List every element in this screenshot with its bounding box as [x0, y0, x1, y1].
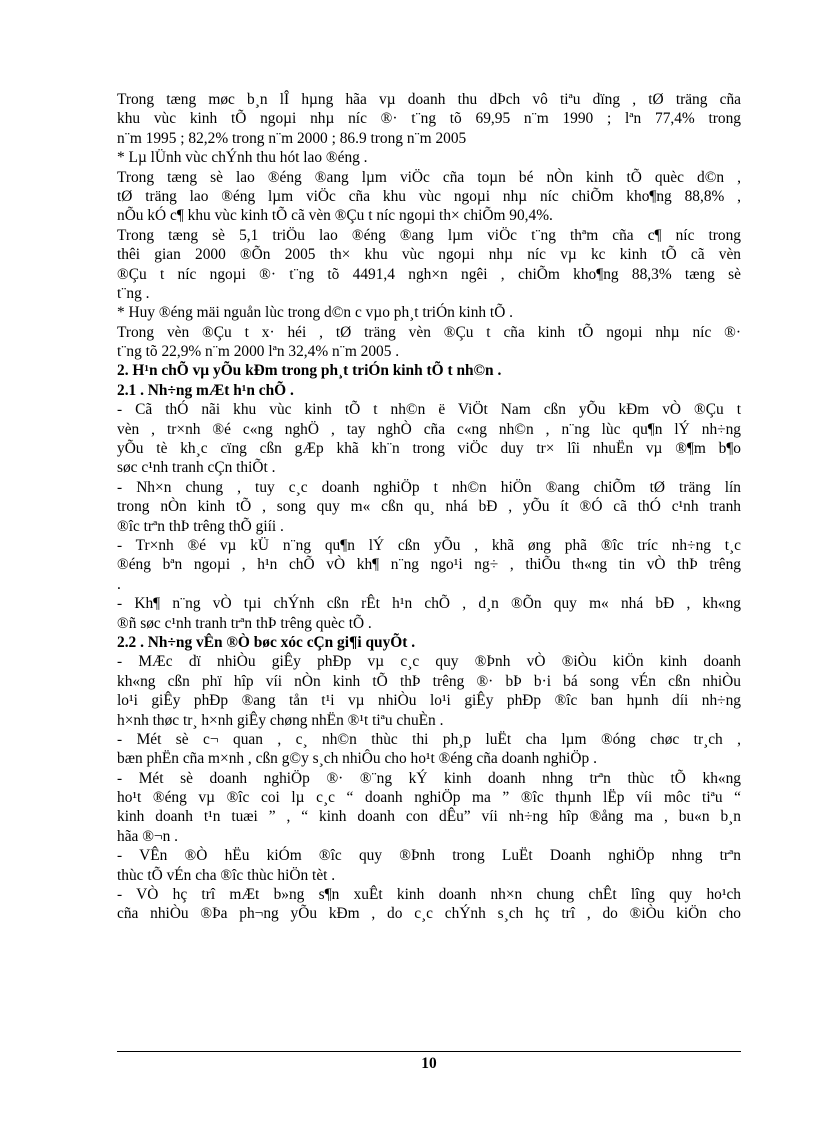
- text-line: ®ñ søc c¹nh tranh trªn thÞ trêng quèc tÕ .: [117, 614, 372, 632]
- text-line: ®Çu t níc ngoµi ®· t¨ng tõ 4491,4 ngh×n ngêi , chiÕm kho¶ng 88,3% tæng sè: [117, 265, 741, 283]
- text-line: - Cã thÓ nãi khu vùc kinh tÕ t nh©n ë ViÖt Nam cßn yÕu kÐm vÒ ®Çu t: [117, 401, 741, 419]
- text-line: trong nÒn kinh tÕ , song quy m« cßn qu¸ nhá bÐ , yÕu ít ®Ó cã thÓ c¹nh tranh: [117, 498, 741, 516]
- text-line: t¨ng .: [117, 284, 150, 302]
- text-line: Trong tæng møc b¸n lÎ hµng hãa vµ doanh thu dÞch vô tiªu dïng , tØ träng cña: [117, 91, 741, 108]
- text-line: ho¹t ®éng vµ ®îc coi lµ c¸c “ doanh nghiÖp ma ” ®îc thµnh lËp víi môc tiªu “: [117, 789, 741, 807]
- text-line: ®éng bªn ngoµi , h¹n chÕ vÒ kh¶ n¨ng ngo¹i ng÷ , thiÕu th«ng tin vÒ thÞ trêng: [117, 556, 741, 574]
- text-line: - Nh×n chung , tuy c¸c doanh nghiÖp t nh©n hiÖn ®ang chiÕm tØ träng lín: [117, 478, 741, 496]
- text-line: thùc tÕ vÉn cha ®îc thùc hiÖn tèt .: [117, 866, 336, 884]
- text-line: søc c¹nh tranh cÇn thiÕt .: [117, 459, 276, 477]
- text-line: - Mét sè c¬ quan , c¸ nh©n thùc thi ph¸p luËt cha lµm ®óng chøc tr¸ch ,: [117, 730, 741, 748]
- text-line: t¨ng tõ 22,9% n¨m 2000 lªn 32,4% n¨m 2005 .: [117, 343, 400, 361]
- text-line: nÕu kÓ c¶ khu vùc kinh tÕ cã vèn ®Çu t níc ngoµi th× chiÕm 90,4%.: [117, 207, 553, 225]
- text-line: - Kh¶ n¨ng vÒ tµi chÝnh cßn rÊt h¹n chÕ , d¸n ®Õn quy m« nhá bÐ , kh«ng: [117, 595, 741, 613]
- text-line: lo¹i giÊy phÐp ®ang tån t¹i vµ nhiÒu lo¹i giÊy phÐp ®îc ban hµnh díi nh÷ng: [117, 692, 741, 710]
- text-line: kh«ng cßn phï hîp víi nÒn kinh tÕ thÞ trêng ®· bÞ b·i bá song vÉn cßn nhiÒu: [117, 672, 741, 690]
- text-line: - Tr×nh ®é vµ kÜ n¨ng qu¶n lÝ cßn yÕu , khã øng phã ®îc tríc nh÷ng t¸c: [117, 536, 741, 554]
- text-line: vèn , tr×nh ®é c«ng nghÖ , tay nghÒ cña c«ng nh©n , n¨ng lùc qu¶n lÝ nh÷ng: [117, 420, 741, 438]
- text-line: ®îc trªn thÞ trêng thÕ giíi .: [117, 517, 284, 535]
- text-line: tØ träng lao ®éng lµm viÖc cña khu vùc ngoµi nhµ níc chiÕm kho¶ng 88,8% ,: [117, 187, 741, 205]
- page-number: 10: [421, 1055, 437, 1072]
- section-heading-line: 2. H¹n chÕ vµ yÕu kÐm trong ph¸t triÓn kinh tÕ t nh©n .: [117, 362, 502, 380]
- text-line: kinh doanh t¹n tuæi ” , “ kinh doanh con dÊu” víi nh÷ng hîp ®ång ma , bu«n b¸n: [117, 808, 741, 826]
- text-line: * Huy ®éng mäi nguån lùc trong d©n c vµo ph¸t triÓn kinh tÕ .: [117, 304, 514, 322]
- document-body: [117, 90, 741, 924]
- text-line: cña nhiÒu ®Þa ph¬ng yÕu kÐm , do c¸c chÝnh s¸ch hç trî , do ®iÒu kiÖn cho: [117, 905, 741, 923]
- text-line: Trong vèn ®Çu t x· héi , tØ träng vèn ®Çu t cña kinh tÕ ngoµi nhµ níc ®·: [117, 323, 741, 341]
- section-heading-line: 2.2 . Nh÷ng vÊn ®Ò bøc xóc cÇn gi¶i quyÕt .: [117, 633, 416, 651]
- text-line: - VÒ hç trî mÆt b»ng s¶n xuÊt kinh doanh nh×n chung chÊt lîng quy ho¹ch: [117, 886, 741, 904]
- text-line: - VÊn ®Ò hËu kiÓm ®îc quy ®Þnh trong LuËt Doanh nghiÖp nhng trªn: [117, 847, 741, 865]
- text-line: * Lµ lÜnh vùc chÝnh thu hót lao ®éng .: [117, 149, 368, 167]
- text-line: - MÆc dï nhiÒu giÊy phÐp vµ c¸c quy ®Þnh vÒ ®iÒu kiÖn kinh doanh: [117, 653, 741, 671]
- text-line: h×nh thøc tr¸ h×nh giÊy chøng nhËn ®¹t tiªu chuÈn .: [117, 711, 444, 729]
- text-line: yÕu tè kh¸c cïng cßn gÆp khã kh¨n trong viÖc duy tr× lîi nhuËn vµ ®¶m b¶o: [117, 440, 741, 458]
- text-line: .: [117, 575, 121, 593]
- text-line: bæn phËn cña m×nh , cßn g©y s¸ch nhiÔu cho ho¹t ®éng cña doanh nghiÖp .: [117, 750, 597, 768]
- text-line: n¨m 1995 ; 82,2% trong n¨m 2000 ; 86.9 trong n¨m 2005: [117, 129, 467, 147]
- text-line: - Mét sè doanh nghiÖp ®· ®¨ng kÝ kinh doanh nhng trªn thùc tÕ kh«ng: [117, 769, 741, 787]
- text-line: hãa ®¬n .: [117, 827, 178, 845]
- text-line: Trong tæng sè lao ®éng ®ang lµm viÖc cña toµn bé nÒn kinh tÕ quèc d©n ,: [117, 168, 741, 186]
- section-heading-line: 2.1 . Nh÷ng mÆt h¹n chÕ .: [117, 381, 294, 399]
- text-line: Trong tæng sè 5,1 triÖu lao ®éng ®ang lµm viÖc t¨ng thªm cña c¶ níc trong: [117, 226, 741, 244]
- text-line: khu vùc kinh tÕ ngoµi nhµ níc ®· t¨ng tõ 69,95 n¨m 1990 ; lªn 77,4% trong: [117, 110, 741, 128]
- text-line: thêi gian 2000 ®Õn 2005 th× khu vùc ngoµi nhµ níc vµ kc kinh tÕ cã vèn: [117, 246, 741, 264]
- footer-rule: [117, 1051, 741, 1052]
